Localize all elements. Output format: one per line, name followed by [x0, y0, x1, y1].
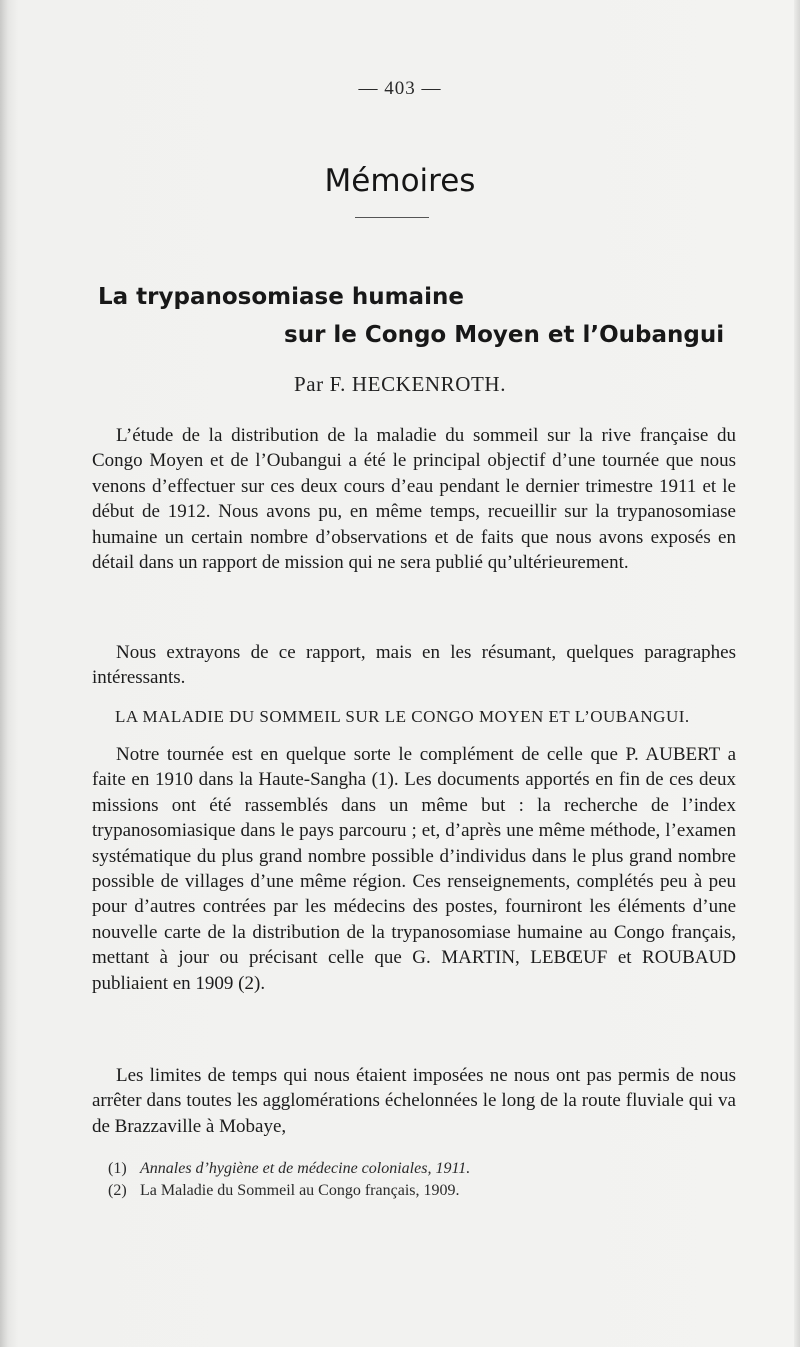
paragraph-3-block — [92, 742, 736, 996]
paragraph-2-block — [92, 640, 736, 691]
footnote-number: (1) — [108, 1160, 127, 1177]
subsection-heading: LA MALADIE DU SOMMEIL SUR LE CONGO MOYEN ET L’OUBANGUI. — [115, 707, 690, 726]
article-title-line2: sur le Congo Moyen et l’Oubangui — [284, 322, 725, 348]
section-heading: Mémoires — [324, 163, 476, 199]
article-title-line1: La trypanosomiase humaine — [98, 284, 464, 310]
footnote-number: (2) — [108, 1182, 127, 1199]
footnote-text: Annales d’hygiène et de médecine coloniales, 1911. — [140, 1160, 471, 1177]
page-number: — 403 — — [358, 78, 442, 99]
author-byline: Par F. HECKENROTH. — [293, 372, 507, 396]
page-edge — [794, 0, 800, 1347]
footnote — [108, 1158, 728, 1180]
footnote — [108, 1180, 728, 1202]
paragraph-4-block — [92, 1063, 736, 1139]
footnotes — [108, 1158, 728, 1202]
paragraph-2: Nous extrayons de ce rapport, mais en les résumant, quelques paragraphes intéressants. — [92, 642, 736, 689]
paragraph-3: Notre tournée est en quelque sorte le complément de celle que P. AUBERT a faite en 1910 dans la Haute-Sangha (1). Les documents apportés en fin de ces deux missions ont été rassemblés dans un même but : la recherche de l’index trypanosomiasique dans le pays parcouru ; et, d’après une même méthode, l’examen systématique du plus grand nombre possible d’individus dans le plus grand nombre possible de villages d’une même région. Ces renseignements, complétés peu à peu pour d’autres contrées par les médecins des postes, fourniront les éléments d’une nouvelle carte de la distribution de la trypanosomiase humaine au Congo français, mettant à jour ou précisant celle que G. MARTIN, LEBŒUF et ROUBAUD publiaient en 1909 (2). — [92, 744, 736, 994]
paragraph-1: L’étude de la distribution de la maladie du sommeil sur la rive française du Congo Moyen et de l’Oubangui a été le principal objectif d’une tournée que nous venons d’effectuer sur ces deux cours d’eau pendant le dernier trimestre 1911 et le début de 1912. Nous avons pu, en même temps, recueillir sur la trypanosomiase humaine un certain nombre d’observations et de faits que nous avons exposés en détail dans un rapport de mission qui ne sera publié qu’ultérieurement. — [92, 425, 736, 574]
footnote-text: La Maladie du Sommeil au Congo français, 1909. — [140, 1182, 460, 1199]
heading-divider — [355, 217, 429, 218]
paragraph-4: Les limites de temps qui nous étaient imposées ne nous ont pas permis de nous arrêter dans toutes les agglomérations échelonnées le long de la route fluviale qui va de Brazzaville à Mobaye, — [92, 1065, 736, 1137]
paragraph-1-block — [92, 423, 736, 575]
